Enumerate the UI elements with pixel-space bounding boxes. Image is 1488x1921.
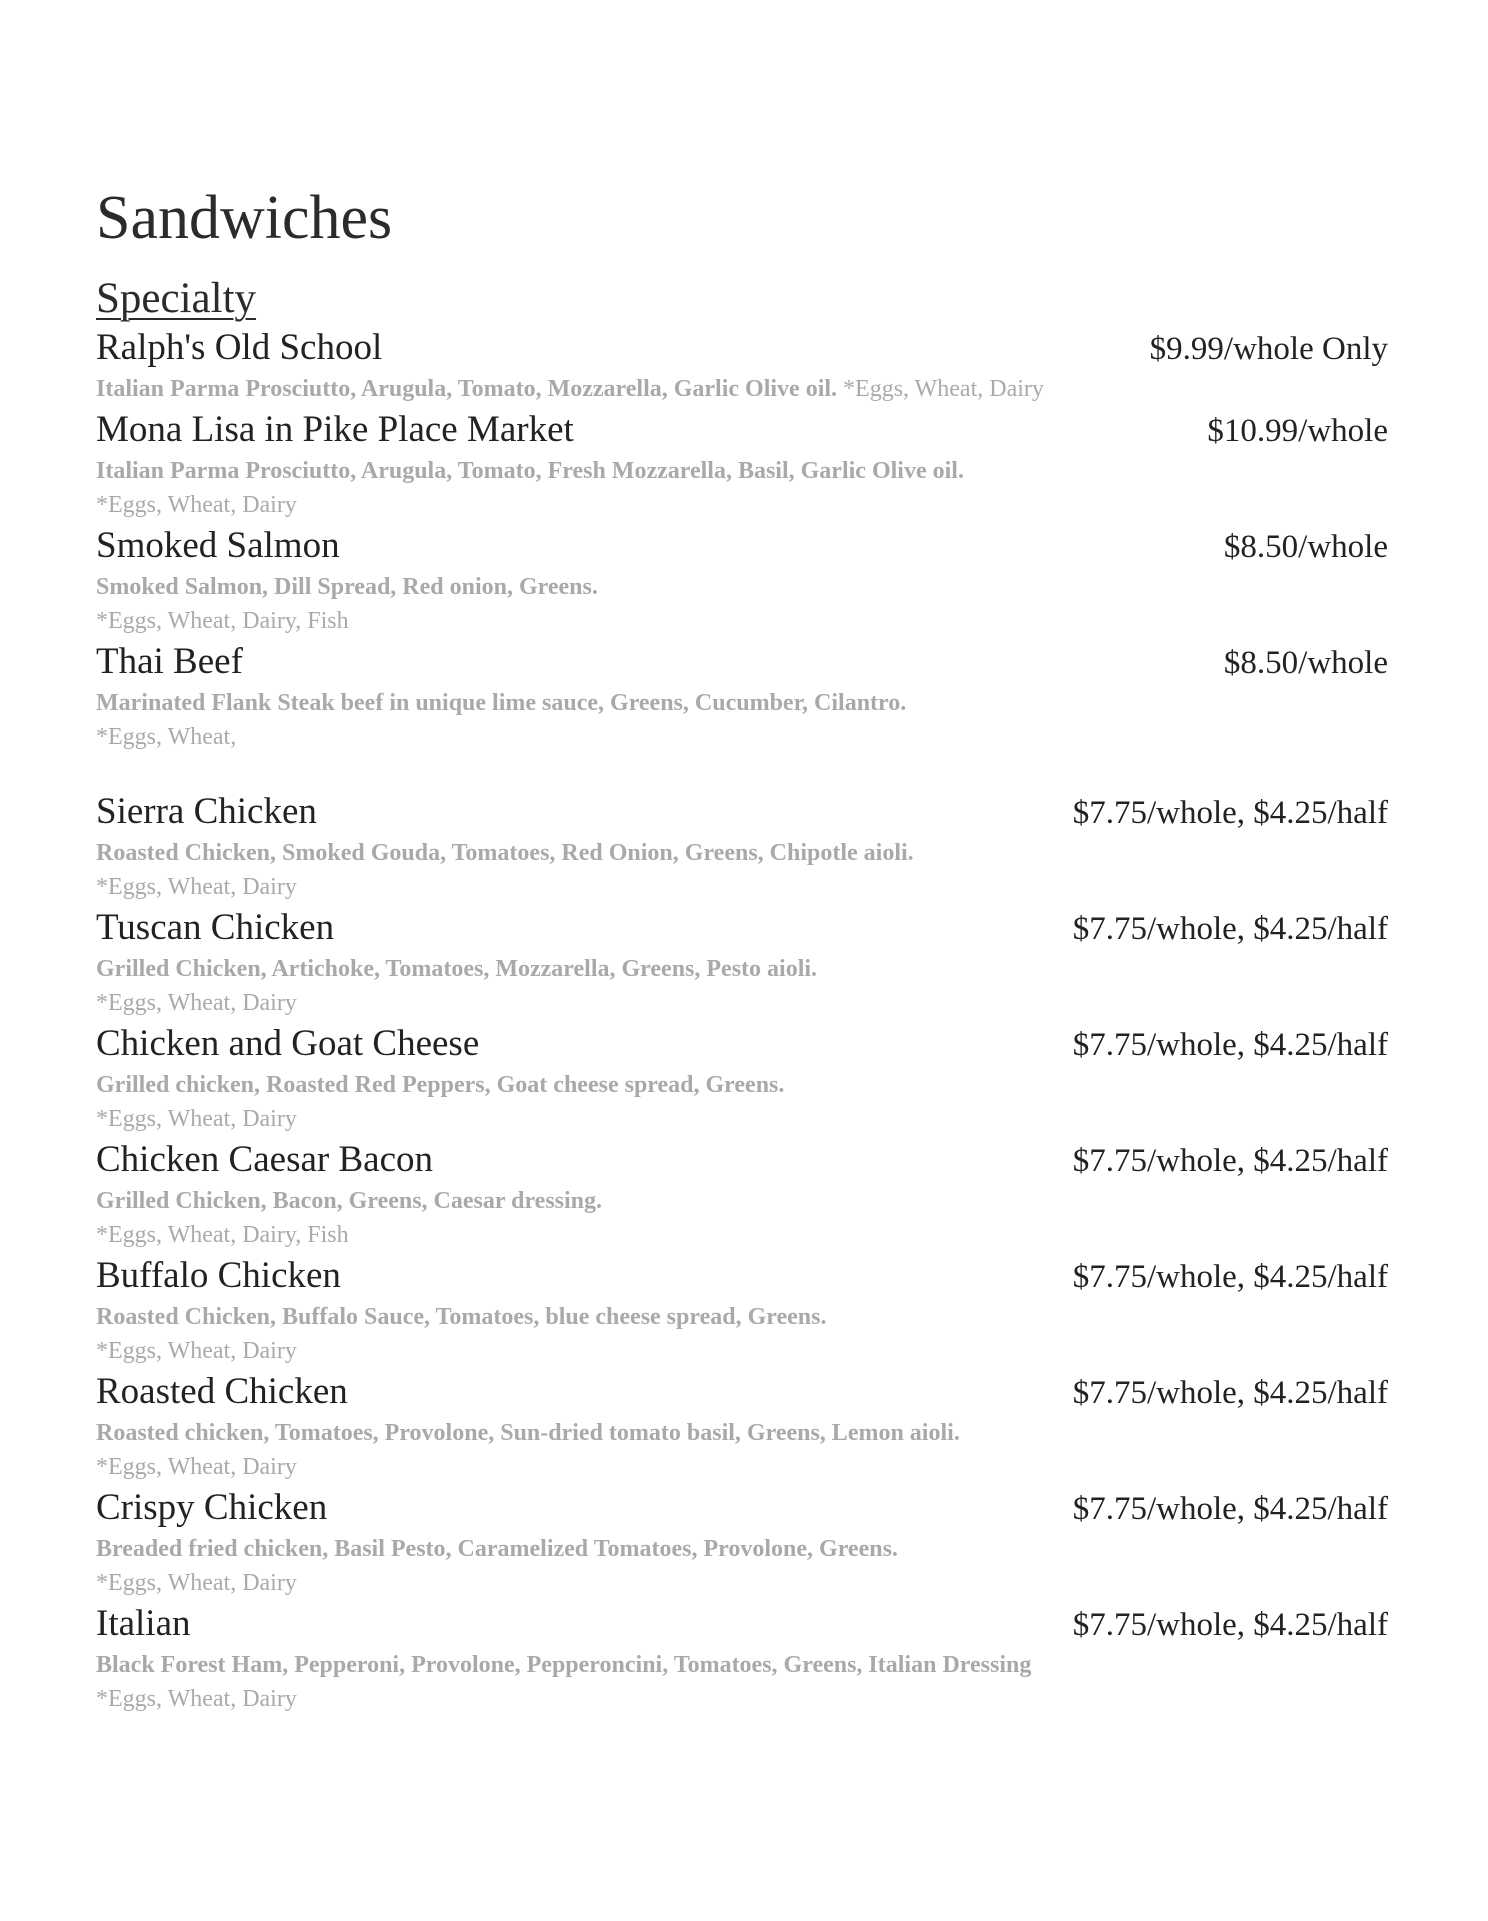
item-name: Mona Lisa in Pike Place Market <box>96 409 574 450</box>
item-header <box>96 788 1388 836</box>
item-name: Thai Beef <box>96 641 243 682</box>
item-description <box>96 1184 1388 1218</box>
section-heading: Specialty <box>96 275 257 322</box>
item-price: $8.50/whole <box>1223 645 1388 681</box>
item-description <box>96 372 1388 406</box>
item-allergens: *Eggs, Wheat, Dairy, Fish <box>96 608 349 634</box>
item-price: $8.50/whole <box>1223 529 1388 565</box>
menu-item <box>96 1252 1388 1368</box>
item-description <box>96 1648 1388 1682</box>
menu-item <box>96 406 1388 522</box>
item-allergens: *Eggs, Wheat, Dairy <box>96 492 297 518</box>
item-allergens: *Eggs, Wheat, Dairy <box>96 874 297 900</box>
menu-item <box>96 1484 1388 1600</box>
item-header <box>96 1600 1388 1648</box>
item-header <box>96 1252 1388 1300</box>
item-allergens: *Eggs, Wheat, Dairy <box>96 1106 297 1132</box>
item-name: Ralph's Old School <box>96 327 383 368</box>
item-ingredients: Grilled Chicken, Bacon, Greens, Caesar dressing. <box>96 1188 603 1214</box>
item-allergens: *Eggs, Wheat, Dairy <box>843 376 1044 402</box>
menu-item <box>96 522 1388 638</box>
item-name: Sierra Chicken <box>96 791 317 832</box>
item-price: $7.75/whole, $4.25/half <box>1072 1607 1388 1643</box>
item-name: Chicken and Goat Cheese <box>96 1023 480 1064</box>
section-spacer <box>96 754 1388 788</box>
item-description <box>96 454 1388 488</box>
item-ingredients: Roasted chicken, Tomatoes, Provolone, Sun-dried tomato basil, Greens, Lemon aioli. <box>96 1420 960 1446</box>
item-allergens: *Eggs, Wheat, <box>96 724 237 750</box>
item-ingredients: Roasted Chicken, Buffalo Sauce, Tomatoes, blue cheese spread, Greens. <box>96 1304 827 1330</box>
item-description <box>96 1300 1388 1334</box>
menu-item <box>96 1020 1388 1136</box>
item-price: $10.99/whole <box>1207 413 1388 449</box>
item-description <box>96 952 1388 986</box>
item-name: Buffalo Chicken <box>96 1255 341 1296</box>
item-ingredients: Smoked Salmon, Dill Spread, Red onion, Greens. <box>96 574 598 600</box>
item-header <box>96 1020 1388 1068</box>
menu-item <box>96 1368 1388 1484</box>
item-description <box>96 1532 1388 1566</box>
item-price: $7.75/whole, $4.25/half <box>1072 1143 1388 1179</box>
item-description <box>96 570 1388 604</box>
item-allergens: *Eggs, Wheat, Dairy <box>96 1686 297 1712</box>
menu-item <box>96 904 1388 1020</box>
menu-item <box>96 1600 1388 1716</box>
item-header <box>96 1484 1388 1532</box>
item-price: $7.75/whole, $4.25/half <box>1072 1259 1388 1295</box>
item-description <box>96 836 1388 870</box>
item-description <box>96 1068 1388 1102</box>
item-name: Crispy Chicken <box>96 1487 328 1528</box>
item-ingredients: Italian Parma Prosciutto, Arugula, Tomato, Mozzarella, Garlic Olive oil. <box>96 376 838 402</box>
menu-item <box>96 324 1388 406</box>
item-ingredients: Roasted Chicken, Smoked Gouda, Tomatoes, Red Onion, Greens, Chipotle aioli. <box>96 840 914 866</box>
item-price: $7.75/whole, $4.25/half <box>1072 1027 1388 1063</box>
item-price: $7.75/whole, $4.25/half <box>1072 1375 1388 1411</box>
item-ingredients: Black Forest Ham, Pepperoni, Provolone, Pepperoncini, Tomatoes, Greens, Italian Dressing <box>96 1652 1032 1678</box>
item-description <box>96 1416 1388 1450</box>
item-price: $9.99/whole Only <box>1149 331 1388 367</box>
item-name: Italian <box>96 1603 191 1644</box>
page-title: Sandwiches <box>96 184 393 252</box>
item-ingredients: Breaded fried chicken, Basil Pesto, Caramelized Tomatoes, Provolone, Greens. <box>96 1536 898 1562</box>
item-price: $7.75/whole, $4.25/half <box>1072 911 1388 947</box>
item-ingredients: Italian Parma Prosciutto, Arugula, Tomato, Fresh Mozzarella, Basil, Garlic Olive oil. <box>96 458 964 484</box>
item-description <box>96 686 1388 720</box>
item-allergens: *Eggs, Wheat, Dairy <box>96 990 297 1016</box>
menu-page <box>96 176 1388 1716</box>
item-header <box>96 638 1388 686</box>
item-header <box>96 324 1388 372</box>
menu-item <box>96 788 1388 904</box>
item-ingredients: Grilled Chicken, Artichoke, Tomatoes, Mozzarella, Greens, Pesto aioli. <box>96 956 818 982</box>
item-name: Tuscan Chicken <box>96 907 335 948</box>
item-name: Smoked Salmon <box>96 525 340 566</box>
item-header <box>96 1136 1388 1184</box>
item-ingredients: Marinated Flank Steak beef in unique lime sauce, Greens, Cucumber, Cilantro. <box>96 690 907 716</box>
item-allergens: *Eggs, Wheat, Dairy <box>96 1454 297 1480</box>
item-header <box>96 904 1388 952</box>
item-header <box>96 522 1388 570</box>
item-header <box>96 406 1388 454</box>
item-ingredients: Grilled chicken, Roasted Red Peppers, Goat cheese spread, Greens. <box>96 1072 785 1098</box>
item-price: $7.75/whole, $4.25/half <box>1072 795 1388 831</box>
item-allergens: *Eggs, Wheat, Dairy <box>96 1338 297 1364</box>
item-name: Roasted Chicken <box>96 1371 348 1412</box>
item-header <box>96 1368 1388 1416</box>
menu-item <box>96 1136 1388 1252</box>
item-name: Chicken Caesar Bacon <box>96 1139 433 1180</box>
item-allergens: *Eggs, Wheat, Dairy <box>96 1570 297 1596</box>
item-allergens: *Eggs, Wheat, Dairy, Fish <box>96 1222 349 1248</box>
menu-item <box>96 638 1388 754</box>
item-price: $7.75/whole, $4.25/half <box>1072 1491 1388 1527</box>
